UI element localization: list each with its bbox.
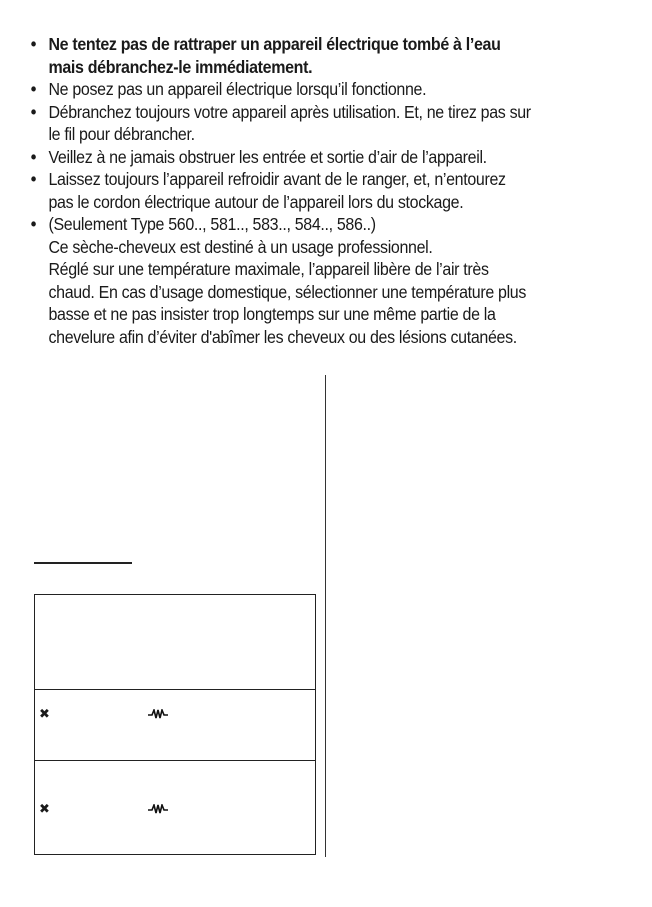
- instruction-line: basse et ne pas insister trop longtemps sur une même partie de la: [48, 304, 496, 324]
- heat-coil-icon: [147, 709, 169, 719]
- instruction-line: mais débranchez-le immédiatement.: [48, 56, 313, 77]
- fan-icon: ✖: [39, 706, 50, 721]
- instruction-item: [28, 146, 579, 169]
- settings-table: [34, 594, 316, 855]
- instruction-line: Veillez à ne jamais obstruer les entrée et sortie d’air de l’appareil.: [48, 146, 487, 167]
- bullet: •: [30, 146, 37, 167]
- fan-icon: ✖: [39, 801, 50, 816]
- bullet: •: [30, 101, 37, 122]
- instruction-line: chaud. En cas d’usage domestique, sélectionner une température plus: [48, 281, 527, 302]
- instruction-line: Ne tentez pas de rattraper un appareil électrique tombé à l’eau: [48, 34, 501, 54]
- safety-instructions: [28, 33, 579, 348]
- row-divider: [35, 760, 315, 761]
- instruction-item: [28, 168, 579, 213]
- bullet: •: [30, 169, 37, 189]
- bullet: •: [30, 79, 37, 99]
- instruction-line: (Seulement Type 560.., 581.., 583.., 584.., 586..): [48, 214, 376, 234]
- instruction-line: Réglé sur une température maximale, l’appareil libère de l’air très: [48, 259, 489, 279]
- bullet: •: [30, 214, 37, 234]
- instruction-item: [28, 33, 579, 78]
- section-heading-underline: [34, 562, 132, 564]
- instruction-item: [28, 78, 579, 101]
- bullet: •: [30, 34, 37, 54]
- instruction-item: [28, 101, 579, 146]
- column-divider: [325, 375, 326, 857]
- instruction-line: Ce sèche-cheveux est destiné à un usage professionnel.: [48, 236, 433, 257]
- instruction-line: pas le cordon électrique autour de l’appareil lors du stockage.: [48, 191, 464, 212]
- row-divider: [35, 689, 315, 690]
- instruction-line: le fil pour débrancher.: [48, 124, 195, 144]
- instruction-line: Laissez toujours l’appareil refroidir avant de le ranger, et, n’entourez: [48, 169, 506, 189]
- instruction-line: chevelure afin d’éviter d'abîmer les cheveux ou des lésions cutanées.: [48, 326, 517, 347]
- instruction-item: [28, 213, 579, 348]
- instruction-line: Ne posez pas un appareil électrique lorsqu’il fonctionne.: [48, 79, 427, 99]
- heat-coil-icon: [147, 804, 169, 814]
- instruction-line: Débranchez toujours votre appareil après utilisation. Et, ne tirez pas sur: [48, 101, 531, 122]
